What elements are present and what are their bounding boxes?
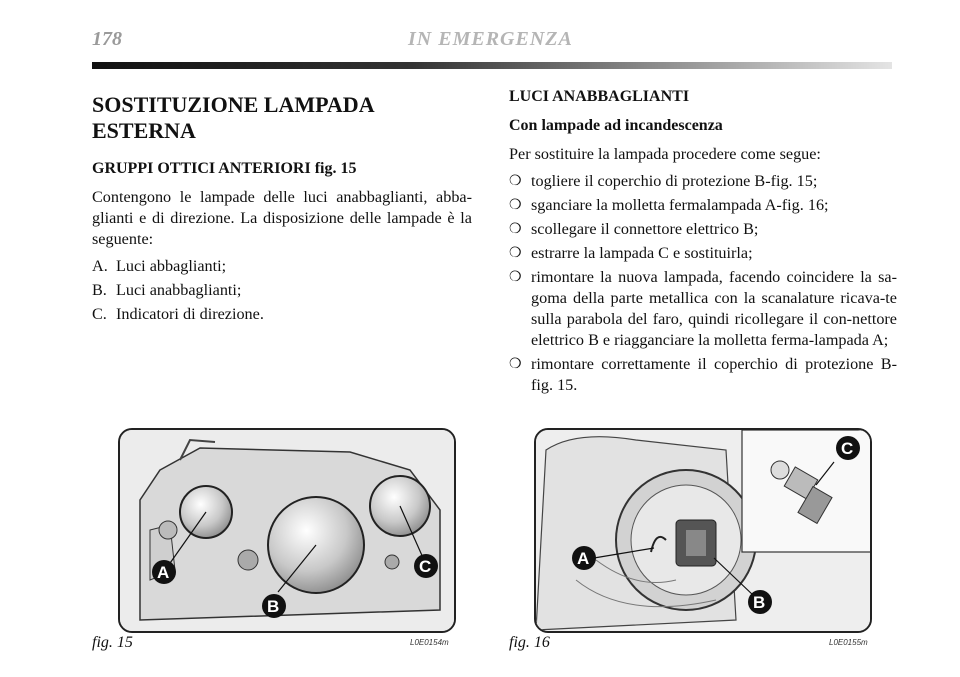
list-item: B. Luci anabbaglianti;: [92, 281, 242, 299]
list-item: ❍ rimontare la nuova lampada, facendo coincidere la sa-goma della parte metallica con la scanalature ricava-te sulla parabola del faro, quindi ricollegare il con-nettore elettrico B e riagganciare la molletta ferma-lampada A;: [509, 268, 897, 349]
figure-code: L0E0155m: [829, 638, 868, 647]
list-item: ❍ togliere il coperchio di protezione B-fig. 15;: [509, 172, 818, 190]
section-title: IN EMERGENZA: [408, 28, 573, 50]
lamp-list: [92, 256, 472, 325]
figure-caption: fig. 16: [509, 634, 550, 651]
left-subhead: GRUPPI OTTICI ANTERIORI fig. 15: [92, 160, 357, 177]
label-b: B: [267, 597, 280, 616]
figure-headlamp: [118, 428, 456, 633]
label-b: B: [753, 593, 766, 612]
figure-code: L0E0154m: [410, 638, 449, 647]
bullet-icon: ❍: [509, 357, 522, 372]
label-a: A: [577, 549, 590, 568]
list-item: ❍ scollegare il connettore elettrico B;: [509, 220, 759, 238]
list-item: ❍ sganciare la molletta fermalampada A-fig. 16;: [509, 196, 829, 214]
steps-list: [509, 171, 897, 396]
bullet-icon: ❍: [509, 246, 522, 261]
left-intro: Contengono le lampade delle luci anabbaglianti, abba-glianti e di direzione. La disposizione delle lampade è la seguente:: [92, 188, 472, 248]
list-item: A. Luci abbaglianti;: [92, 257, 227, 275]
bullet-icon: ❍: [509, 222, 522, 237]
left-column: [92, 86, 472, 328]
main-title: SOSTITUZIONE LAMPADA ESTERNA: [92, 92, 374, 143]
right-column: [509, 86, 897, 399]
label-a: A: [157, 563, 170, 582]
page-number: 178: [92, 28, 122, 50]
right-intro: Per sostituire la lampada procedere come segue:: [509, 145, 821, 163]
label-c: C: [841, 439, 854, 458]
bullet-icon: ❍: [509, 198, 522, 213]
label-c: C: [419, 557, 432, 576]
headlamp-illustration: [120, 430, 454, 631]
list-item: C. Indicatori di direzione.: [92, 305, 264, 323]
bulb-illustration: [536, 430, 870, 631]
header-rule: [92, 62, 892, 69]
figure-caption: fig. 15: [92, 634, 133, 651]
right-title: LUCI ANABBAGLIANTI: [509, 88, 690, 105]
right-subhead: Con lampade ad incandescenza: [509, 117, 723, 134]
list-item: ❍ estrarre la lampada C e sostituirla;: [509, 244, 753, 262]
bullet-icon: ❍: [509, 270, 522, 285]
figure-bulb: [534, 428, 872, 633]
bullet-icon: ❍: [509, 174, 522, 189]
list-item: ❍ rimontare correttamente il coperchio di protezione B-fig. 15.: [509, 355, 897, 394]
